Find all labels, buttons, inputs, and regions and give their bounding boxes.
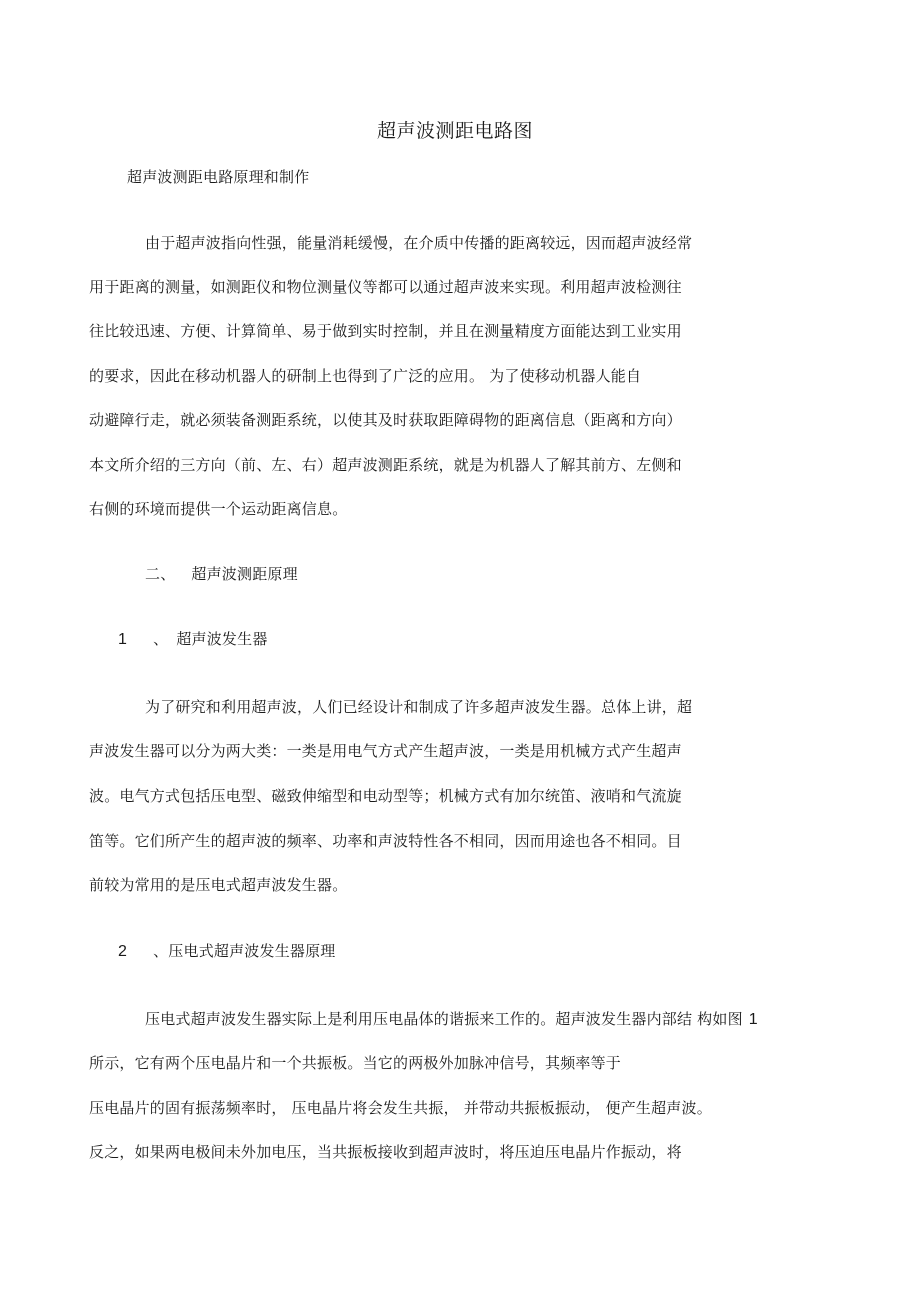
- intro-line-4: 的要求，因此在移动机器人的研制上也得到了广泛的应用。 为了使移动机器人能自: [89, 367, 642, 385]
- section-title: 超声波测距原理: [191, 565, 298, 583]
- intro-line-5: 动避障行走，就必须装备测距系统，以使其及时获取距障碍物的距离信息（距离和方向）: [89, 411, 682, 429]
- intro-line-6: 本文所介绍的三方向（前、左、右）超声波测距系统，就是为机器人了解其前方、左侧和: [89, 456, 682, 474]
- intro-line-3: 往比较迅速、方便、计算简单、易于做到实时控制，并且在测量精度方面能达到工业实用: [89, 322, 682, 340]
- subsection-number: 1: [118, 631, 128, 648]
- sub1-line-4: 笛等。它们所产生的超声波的频率、功率和声波特性各不相同，因而用途也各不相同。目: [89, 832, 682, 850]
- section-number: 二、: [145, 565, 176, 583]
- document-subtitle: 超声波测距电路原理和制作: [127, 168, 310, 186]
- subsection-heading-2: [118, 941, 336, 962]
- subsection-title: 超声波发生器: [176, 630, 268, 648]
- sub1-line-5: 前较为常用的是压电式超声波发生器。: [89, 876, 348, 894]
- sub1-line-3: 波。电气方式包括压电型、磁致伸缩型和电动型等；机械方式有加尔统笛、液哨和气流旋: [89, 787, 682, 805]
- intro-line-7: 右侧的环境而提供一个运动距离信息。: [89, 500, 348, 518]
- document-title: 超声波测距电路图: [376, 120, 533, 142]
- subsection-number: 2: [118, 943, 128, 960]
- section-heading-2: [145, 564, 298, 584]
- subsection-title: 、压电式超声波发生器原理: [153, 942, 336, 960]
- intro-line-2: 用于距离的测量，如测距仪和物位测量仪等都可以通过超声波来实现。利用超声波检测往: [89, 278, 682, 296]
- sub2-line-4: 反之，如果两电极间未外加电压，当共振板接收到超声波时，将压迫压电晶片作振动，将: [89, 1143, 682, 1161]
- figure-reference: 1: [748, 1011, 758, 1028]
- sub2-line-1-text: 压电式超声波发生器实际上是利用压电晶体的谐振来工作的。超声波发生器内部结 构如图: [145, 1010, 743, 1028]
- sub1-line-1: 为了研究和利用超声波，人们已经设计和制成了许多超声波发生器。总体上讲，超: [145, 698, 693, 716]
- sub2-line-1: [145, 1009, 758, 1030]
- subsection-separator: 、: [153, 630, 169, 648]
- intro-line-1: 由于超声波指向性强，能量消耗缓慢，在介质中传播的距离较远，因而超声波经常: [145, 234, 693, 252]
- sub2-line-2: 所示，它有两个压电晶片和一个共振板。当它的两极外加脉冲信号，其频率等于: [89, 1054, 622, 1072]
- sub2-line-3: 压电晶片的固有振荡频率时， 压电晶片将会发生共振， 并带动共振板振动， 便产生超声波。: [89, 1099, 712, 1117]
- sub1-line-2: 声波发生器可以分为两大类：一类是用电气方式产生超声波，一类是用机械方式产生超声: [89, 742, 682, 760]
- subsection-heading-1: [118, 629, 268, 650]
